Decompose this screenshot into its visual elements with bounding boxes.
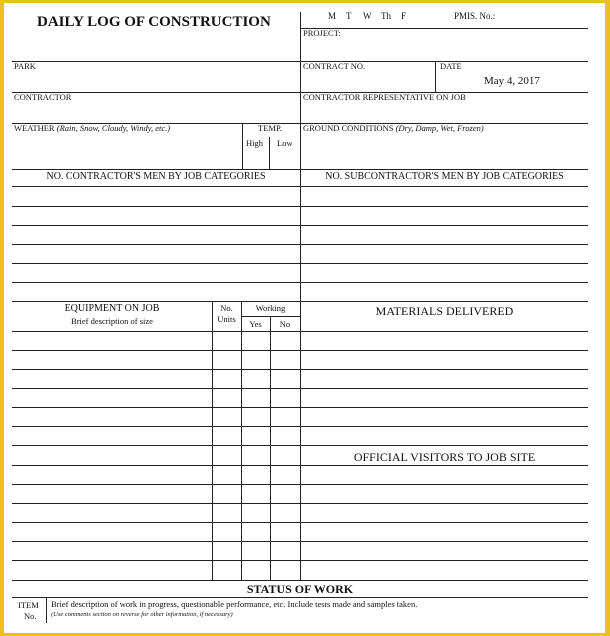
day-friday[interactable]: F — [401, 11, 407, 21]
equip-row-line — [12, 407, 588, 408]
working-no-label: No — [279, 319, 291, 329]
status-row-top — [12, 580, 588, 581]
temp-low-label: Low — [277, 138, 293, 148]
date-value[interactable]: May 4, 2017 — [484, 75, 540, 87]
temp-mid-border — [269, 137, 270, 169]
item-divider — [46, 597, 47, 623]
item-label: ITEM — [18, 600, 39, 610]
temp-left-border — [242, 123, 243, 169]
ground-label-text: GROUND CONDITIONS — [303, 123, 394, 133]
equipment-heading: EQUIPMENT ON JOB — [64, 303, 160, 314]
pmis-label: PMIS. No.: — [454, 11, 496, 21]
men-row-line — [12, 225, 588, 226]
equip-row-line — [12, 350, 588, 351]
no-units-label-line2: Units — [217, 314, 236, 324]
equip-row-line — [12, 522, 588, 523]
contractor-label: CONTRACTOR — [14, 92, 72, 102]
temp-high-label: High — [246, 138, 263, 148]
day-monday[interactable]: M — [328, 11, 337, 21]
official-visitors-heading: OFFICIAL VISITORS TO JOB SITE — [353, 450, 536, 464]
weather-label-text: WEATHER — [14, 123, 55, 133]
no-units-label-line1: No. — [220, 303, 233, 313]
item-no-label: No. — [24, 611, 37, 621]
center-divider — [300, 12, 301, 580]
equipment-header-bottom — [12, 331, 588, 332]
working-underline — [241, 316, 300, 317]
equipment-row-top — [12, 301, 588, 302]
equip-row-line — [12, 541, 588, 542]
equip-row-line — [12, 445, 588, 446]
working-yes-label: Yes — [249, 319, 262, 329]
form-title: DAILY LOG OF CONSTRUCTION — [37, 14, 271, 30]
park-row-top — [12, 61, 588, 62]
equip-row-line — [12, 426, 588, 427]
temp-label: TEMP. — [258, 123, 282, 133]
men-row-line — [12, 244, 588, 245]
status-of-work-heading: STATUS OF WORK — [246, 582, 354, 596]
equip-row-line — [12, 484, 588, 485]
equipment-subheading: Brief description of size — [71, 316, 153, 326]
weather-label — [14, 124, 170, 133]
contract-no-label: CONTRACT NO. — [303, 61, 366, 71]
status-row-bottom — [12, 597, 588, 598]
project-line — [300, 28, 588, 29]
men-row-line — [12, 282, 588, 283]
date-divider — [435, 61, 436, 92]
equip-row-line — [12, 369, 588, 370]
equip-row-line — [12, 560, 588, 561]
equip-row-line — [12, 465, 588, 466]
date-label: DATE — [440, 61, 462, 71]
contractor-row-top — [12, 92, 588, 93]
ground-hint: (Dry, Damp, Wet, Frozen) — [395, 123, 484, 133]
weather-hint: (Rain, Snow, Cloudy, Windy, etc.) — [56, 123, 171, 133]
men-row-line — [12, 263, 588, 264]
day-wednesday[interactable]: W — [363, 11, 372, 21]
log-sheet — [4, 3, 605, 633]
equip-row-line — [12, 388, 588, 389]
categories-row-top — [12, 169, 588, 170]
project-label: PROJECT: — [303, 28, 341, 38]
categories-header-bottom — [12, 186, 588, 187]
ground-conditions-label — [303, 124, 484, 133]
contractor-men-heading: NO. CONTRACTOR'S MEN BY JOB CATEGORIES — [46, 171, 266, 182]
contractor-rep-label: CONTRACTOR REPRESENTATIVE ON JOB — [303, 92, 466, 102]
status-description: Brief description of work in progress, questionable performance, etc. Include tests made and samples taken. — [51, 599, 418, 609]
status-note: (Use comments section on reverse for other information, if necessary) — [51, 611, 233, 618]
park-label: PARK — [14, 61, 36, 71]
men-row-line — [12, 206, 588, 207]
subcontractor-men-heading: NO. SUBCONTRACTOR'S MEN BY JOB CATEGORIES — [325, 171, 564, 182]
equip-yes-left-border — [241, 301, 242, 580]
working-label: Working — [255, 303, 286, 313]
day-tuesday[interactable]: T — [346, 11, 352, 21]
materials-delivered-heading: MATERIALS DELIVERED — [375, 304, 514, 318]
equip-units-left-border — [212, 301, 213, 580]
day-thursday[interactable]: Th — [381, 11, 391, 21]
equip-row-line — [12, 503, 588, 504]
